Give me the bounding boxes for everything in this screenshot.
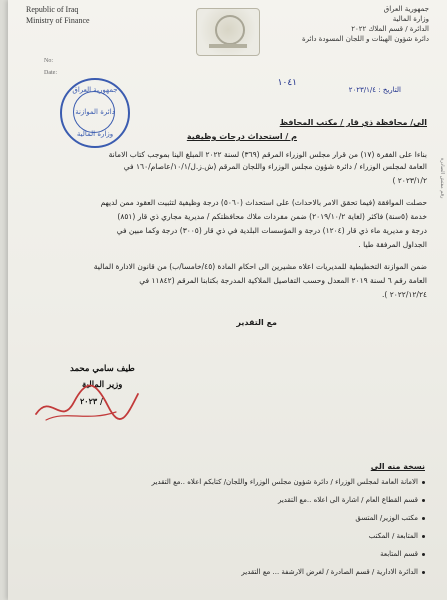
no-label: No: — [44, 58, 53, 64]
paragraph3-line1: ضمن الموازنة التخطيطية للمديريات اعلاه مشيرين الى احكام المادة (٤٥/خامسا/ب) من قانون الادارة المالية — [93, 262, 427, 271]
stamp-text-top: جمهورية العراق — [72, 86, 118, 94]
paragraph2-line4: الجداول المرفقة طيا . — [358, 240, 427, 249]
bullet-icon — [422, 553, 425, 556]
cc-item — [380, 550, 425, 558]
cc-item-text: الدائرة الادارية / قسم الصادرة / لغرض الارشفة ... مع التقدير — [241, 568, 418, 576]
handwritten-signature-icon — [26, 372, 146, 432]
bullet-icon — [422, 481, 425, 484]
document-page — [8, 0, 447, 600]
ministry-stamp-icon — [60, 78, 130, 148]
bullet-icon — [422, 535, 425, 538]
paragraph1-line2: العامة لمجلس الوزراء / دائرة شؤون مجلس الوزراء واللجان المرقم (ش.ز.ل/١٠/١/عاصام/١٦٠ في — [123, 162, 427, 171]
cc-item-text: قسم المتابعة — [380, 550, 418, 558]
paragraph1-line1: بناءا على الفقرة (١٧) من قرار مجلس الوزراء المرقم (٣٦٩) لسنة ٢٠٢٢ المبلغ الينا بموجب كتاب الامانة — [108, 150, 427, 159]
cc-heading: نسخة منه الى — [370, 462, 425, 471]
english-header — [26, 4, 90, 26]
bullet-icon — [422, 571, 425, 574]
margin-note: رقم مفتش الصادرة — [439, 157, 445, 198]
arabic-header-line2: وزارة المالية — [392, 15, 429, 23]
paragraph1-line3: ٢٠٢٣/١/٢ ) — [392, 176, 427, 185]
signatory-title: وزير المالية — [82, 380, 123, 390]
cc-item-text: المتابعة / المكتب — [368, 532, 418, 540]
document-date: التاريخ : ٢٠٢٣/١/٤ — [348, 86, 401, 94]
stamp-text-middle: دائرة الموازنة — [75, 108, 115, 116]
bullet-icon — [422, 517, 425, 520]
arabic-header-line3: الدائرة / قسم الملاك ٢٠٢٢ — [351, 25, 429, 33]
paragraph3-line2: العامة رقم ٦ لسنة ٢٠١٩ المعدل وحسب التفاصيل الملاكية المدرجة بكتابنا المرقم (١١٨٤٢ في — [139, 276, 427, 285]
closing-text: مع التقدير — [236, 318, 277, 327]
paragraph2-line2: خدمة (٥سنة) فاكثر (لغاية ٢٠١٩/١٠/٢) ضمن مفردات ملاك محافظتكم / مديرية مجاري ذي قار (٨٥١) — [117, 212, 427, 221]
cc-item-text: الامانة العامة لمجلس الوزراء / دائرة شؤون مجلس الوزراء واللجان/ كتابكم اعلاه ..مع التقدير — [151, 478, 418, 486]
cc-item — [369, 532, 425, 540]
cc-item — [278, 496, 425, 504]
english-header-line2: Ministry of Finance — [26, 16, 90, 25]
paragraph2-line1: حصلت الموافقة (فيما تحقق الامر بالاحداث) على استحداث (٥٠٦٠) درجة وظيفية لتثبيت العقود ممن لديهم — [100, 198, 427, 207]
stamp-text-bottom: وزارة المالية — [76, 130, 114, 138]
english-header-line1: Republic of Iraq — [26, 5, 79, 14]
date-label: Date: — [44, 70, 57, 76]
paragraph3-line3: ٢٠٢٢/١٢/٢٤ ). — [382, 290, 427, 299]
signatory-name: طيف سامي محمد — [70, 364, 135, 374]
cc-item — [241, 568, 425, 576]
ministry-emblem-icon — [196, 8, 260, 56]
handwritten-number: ١٠٤١ — [277, 78, 297, 88]
paragraph2-line3: درجة و مديرية ماء ذي قار (١٢٠٤) درجة و المؤسسات البلدية في ذي قار (٣٠٠٥) درجة وكما مبين في — [116, 226, 427, 235]
signature-date: / ٢٠٢٣ — [80, 396, 103, 406]
arabic-header-line4: دائرة شؤون الهيئات و اللجان المسودة دائرة — [301, 35, 429, 43]
cc-item-text: مكتب الوزير/ المتسق — [355, 514, 418, 522]
recipient: الى/ محافظة ذي قار / مكتب المحافظ — [279, 118, 427, 127]
subject: م / استحداث درجات وظيفية — [186, 132, 297, 141]
bullet-icon — [422, 499, 425, 502]
arabic-header-line1: جمهورية العراق — [383, 5, 429, 13]
arabic-header — [302, 4, 429, 44]
cc-item — [355, 514, 425, 522]
cc-item — [152, 478, 425, 486]
cc-item-text: قسم القطاع العام / اشارة الى اعلاه ..مع التقدير — [277, 496, 418, 504]
